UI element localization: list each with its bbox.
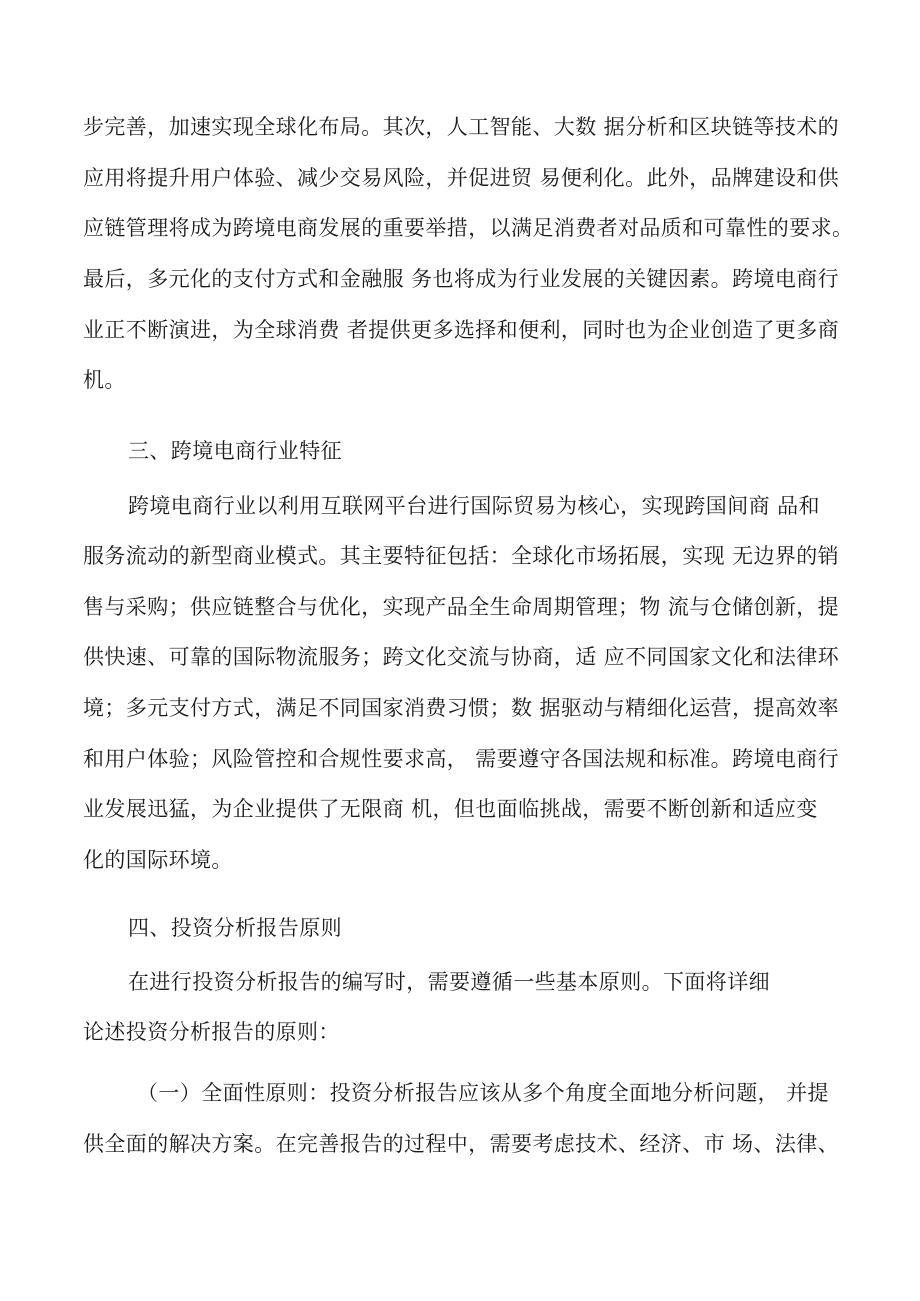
paragraph-line: 机。 [83, 368, 126, 392]
paragraph-line: 在进行投资分析报告的编写时，需要遵循一些基本原则。下面将详细 [128, 970, 770, 994]
section-heading: 三、跨境电商行业特征 [128, 439, 342, 463]
section-heading: 四、投资分析报告原则 [128, 916, 342, 940]
paragraph-line: 化的国际环境。 [83, 848, 233, 872]
paragraph-line: 应用将提升用户体验、减少交易风险，并促进贸 易便利化。此外，品牌建设和供 [83, 166, 840, 190]
paragraph-line: 跨境电商行业以利用互联网平台进行国际贸易为核心，实现跨国间商 品和 [128, 494, 820, 518]
paragraph-line: 供快速、可靠的国际物流服务；跨文化交流与协商，适 应不同国家文化和法律环 [83, 645, 840, 669]
paragraph-line: 业正不断演进，为全球消费 者提供更多选择和便利，同时也为企业创造了更多商 [83, 318, 840, 342]
paragraph-line: 供全面的解决方案。在完善报告的过程中，需要考虑技术、经济、市 场、法律、 [83, 1132, 840, 1156]
paragraph-line: 应链管理将成为跨境电商发展的重要举措，以满足消费者对品质和可靠性的要求。 [83, 216, 854, 240]
paragraph-line: 服务流动的新型商业模式。其主要特征包括：全球化市场拓展，实现 无边界的销 [83, 544, 840, 568]
paragraph-line: 步完善，加速实现全球化布局。其次，人工智能、大数 据分析和区块链等技术的 [83, 115, 840, 139]
paragraph-line: （一）全面性原则：投资分析报告应该从多个角度全面地分析问题， 并提 [137, 1081, 829, 1105]
paragraph-line: 售与采购；供应链整合与优化，实现产品全生命周期管理；物 流与仓储创新，提 [83, 595, 840, 619]
paragraph-line: 境；多元支付方式，满足不同国家消费习惯；数 据驱动与精细化运营，提高效率 [83, 696, 840, 720]
paragraph-line: 论述投资分析报告的原则： [83, 1020, 340, 1044]
paragraph-line: 业发展迅猛，为企业提供了无限商 机，但也面临挑战，需要不断创新和适应变 [83, 797, 818, 821]
paragraph-line: 最后，多元化的支付方式和金融服 务也将成为行业发展的关键因素。跨境电商行 [83, 267, 840, 291]
paragraph-line: 和用户体验；风险管控和合规性要求高， 需要遵守各国法规和标准。跨境电商行 [83, 747, 840, 771]
